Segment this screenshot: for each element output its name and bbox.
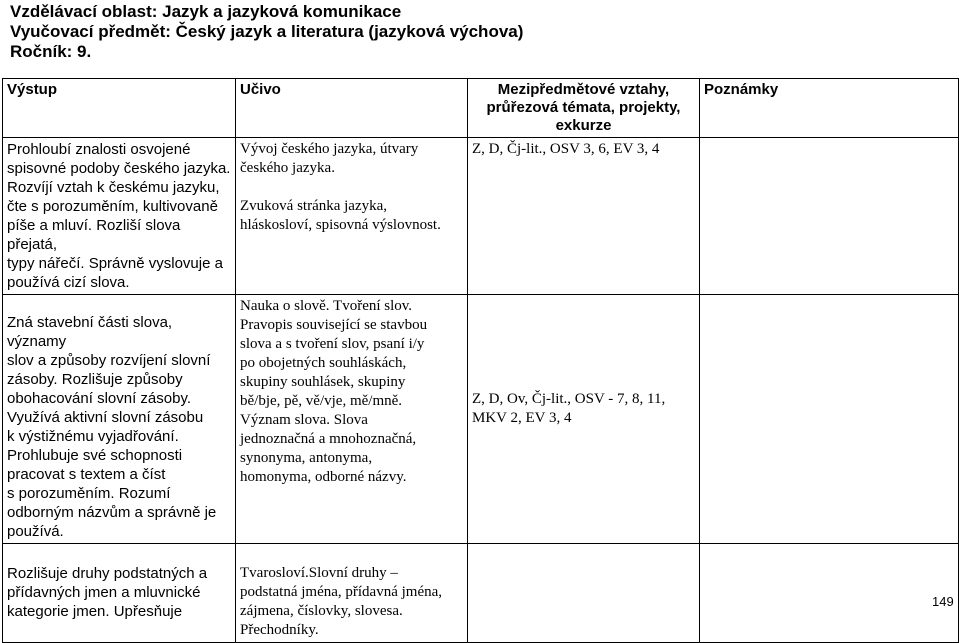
page-number: 149 xyxy=(932,594,954,609)
text-line: kategorie jmen. Upřesňuje xyxy=(7,603,183,620)
notes-cell xyxy=(700,138,959,295)
output-cell xyxy=(3,138,236,295)
text-line: slov a způsoby rozvíjení slovní xyxy=(7,352,211,369)
text-line: Nauka o slově. Tvoření slov. xyxy=(240,298,413,314)
grade-line: Ročník: 9. xyxy=(10,42,92,61)
text-line: homonyma, odborné názvy. xyxy=(240,469,407,485)
column-header-content: Učivo xyxy=(236,79,468,138)
text-line: Zvuková stránka jazyka, xyxy=(240,198,388,214)
cross-curricular-cell xyxy=(468,295,700,544)
table-row xyxy=(3,295,959,544)
text-line: zájmena, číslovky, slovesa. xyxy=(240,603,403,619)
text-line: českého jazyka. xyxy=(240,160,335,176)
text-line: MKV 2, EV 3, 4 xyxy=(472,410,572,426)
text-line: Rozvíjí vztah k českému jazyku, xyxy=(7,179,220,196)
text-line: Rozlišuje druhy podstatných a xyxy=(7,565,208,582)
document-header xyxy=(10,2,523,62)
text-line: Pravopis související se stavbou xyxy=(240,317,428,333)
table-row xyxy=(3,138,959,295)
text-line: používá cizí slova. xyxy=(7,274,130,291)
educational-area-line: Vzdělávací oblast: Jazyk a jazyková komunikace xyxy=(10,2,402,21)
cross-curricular-cell xyxy=(468,138,700,295)
text-line: slova a s tvoření slov, psaní i/y xyxy=(240,336,425,352)
text-line: píše a mluví. Rozliší slova přejatá, xyxy=(7,217,181,253)
text-line: po obojetných souhláskách, xyxy=(240,355,407,371)
text-line: Vývoj českého jazyka, útvary xyxy=(240,141,419,157)
text-line: používá. xyxy=(7,523,64,540)
text-line: Využívá aktivní slovní zásobu xyxy=(7,409,204,426)
text-line: obohacování slovní zásoby. xyxy=(7,390,192,407)
subject-line: Vyučovací předmět: Český jazyk a literatura (jazyková výchova) xyxy=(10,22,524,41)
column-header-output: Výstup xyxy=(3,79,236,138)
text-line: Z, D, Čj-lit., OSV 3, 6, EV 3, 4 xyxy=(472,141,660,157)
output-cell xyxy=(3,295,236,544)
text-line: bě/bje, pě, vě/vje, mě/mně. xyxy=(240,393,403,409)
text-line: spisovné podoby českého jazyka. xyxy=(7,160,231,177)
text-line: Prohlubuje své schopnosti xyxy=(7,447,183,464)
text-line: synonyma, antonyma, xyxy=(240,450,373,466)
text-line: Zná stavební části slova, významy xyxy=(7,314,173,350)
text-line: Tvarosloví.Slovní druhy – xyxy=(240,565,398,581)
notes-cell xyxy=(700,544,959,643)
text-line: zásoby. Rozlišuje způsoby xyxy=(7,371,183,388)
table-row xyxy=(3,544,959,643)
content-cell xyxy=(236,544,468,643)
text-line: Prohloubí znalosti osvojené xyxy=(7,141,191,158)
text-line: skupiny souhlásek, skupiny xyxy=(240,374,406,390)
text-line: pracovat s textem a číst xyxy=(7,466,166,483)
text-line: jednoznačná a mnohoznačná, xyxy=(240,431,417,447)
content-cell xyxy=(236,295,468,544)
notes-cell xyxy=(700,295,959,544)
cross-curricular-cell xyxy=(468,544,700,643)
column-header-notes: Poznámky xyxy=(700,79,959,138)
column-header-cross-curricular: Mezipředmětové vztahy, průřezová témata, projekty, exkurze xyxy=(468,79,700,138)
table-header-row xyxy=(3,79,959,138)
text-line: Význam slova. Slova xyxy=(240,412,368,428)
text-line: k výstižnému vyjadřování. xyxy=(7,428,179,445)
text-line: typy nářečí. Správně vyslovuje a xyxy=(7,255,223,272)
output-cell xyxy=(3,544,236,643)
curriculum-table xyxy=(2,78,959,643)
text-line: čte s porozuměním, kultivovaně xyxy=(7,198,218,215)
text-line: Přechodníky. xyxy=(240,622,319,638)
content-cell xyxy=(236,138,468,295)
text-line: přídavných jmen a mluvnické xyxy=(7,584,201,601)
text-line: odborným názvům a správně je xyxy=(7,504,217,521)
text-line: s porozuměním. Rozumí xyxy=(7,485,171,502)
text-line: podstatná jména, přídavná jména, xyxy=(240,584,443,600)
text-line: Z, D, Ov, Čj-lit., OSV - 7, 8, 11, xyxy=(472,391,666,407)
text-line: hláskosloví, spisovná výslovnost. xyxy=(240,217,441,233)
